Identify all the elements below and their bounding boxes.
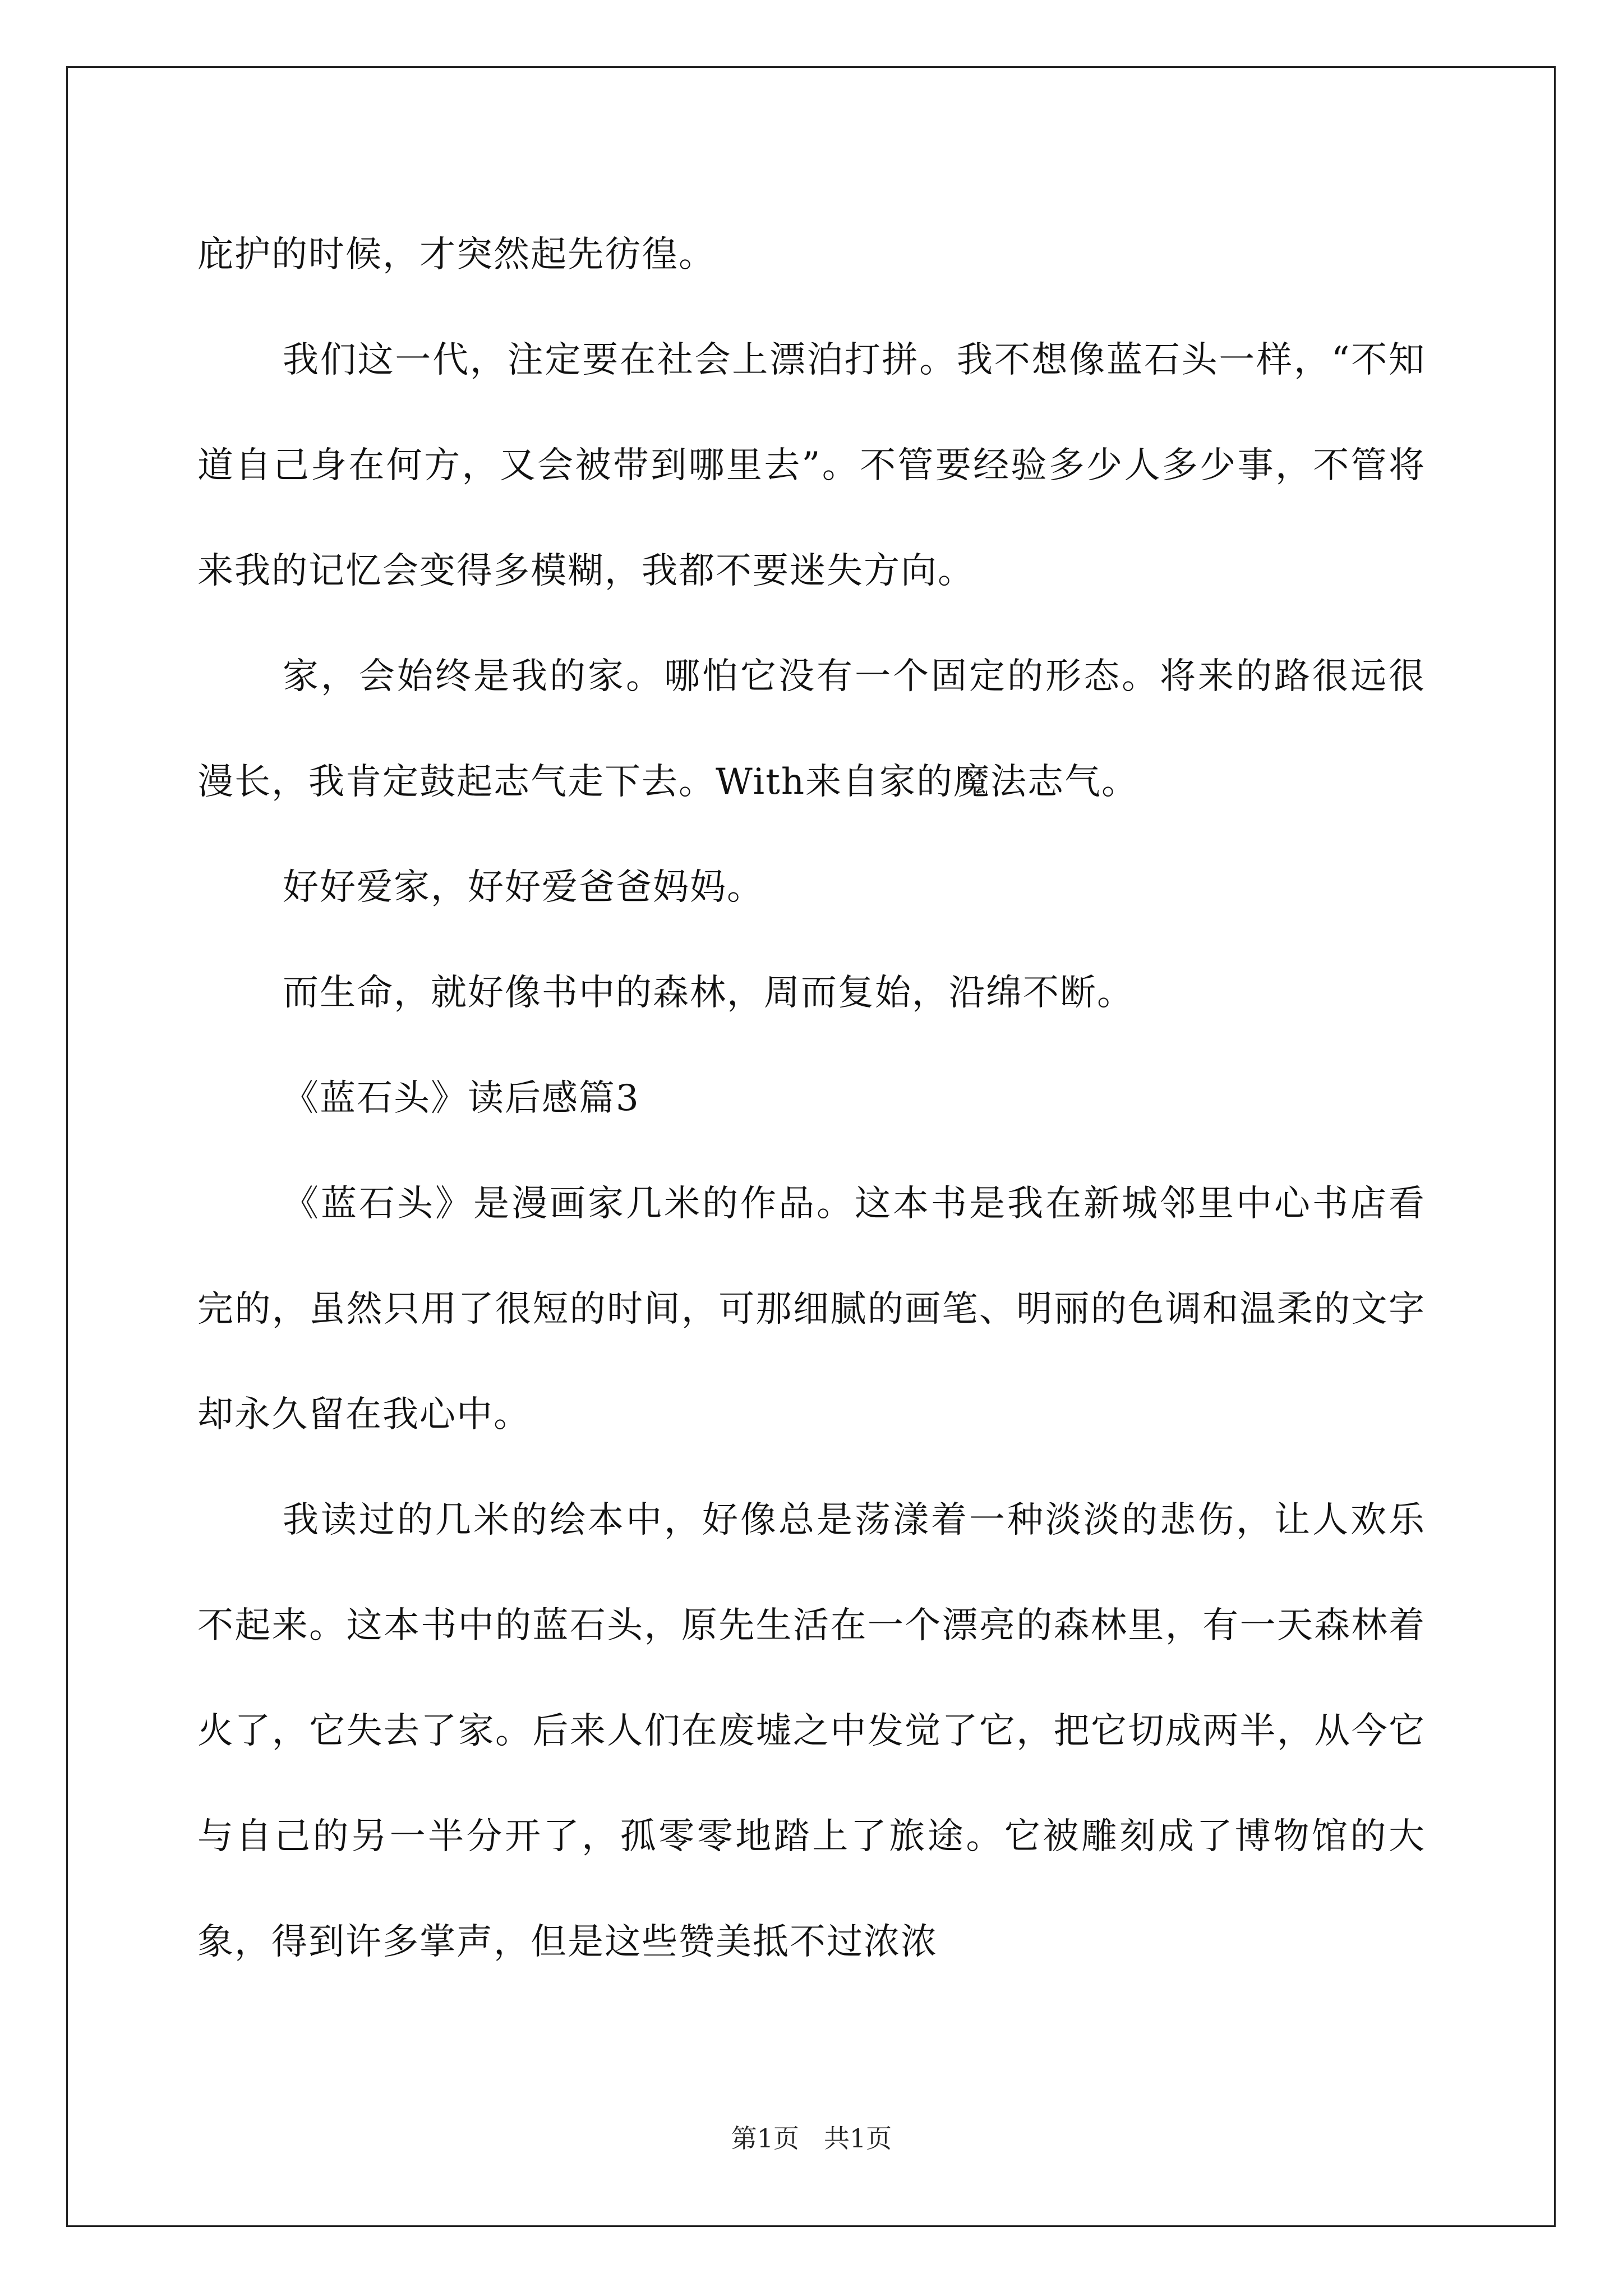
- paragraph: 好好爱家，好好爱爸爸妈妈。: [283, 867, 764, 908]
- section-heading: 《蓝石头》读后感篇3: [283, 1078, 640, 1119]
- paragraph: 我读过的几米的绘本中，好像总是荡漾着一种淡淡的悲伤，让人欢乐不起来。这本书中的蓝石头，原先生活在一个漂亮的森林里，有一天森林着火了，它失去了家。后来人们在废墟之中发觉了它，把它切成两半，从今它与自己的另一半分开了，孤零零地踏上了旅途。它被雕刻成了博物馆的大象，得到许多掌声，但是这些赞美抵不过浓浓: [197, 1499, 1426, 1963]
- document-body: [197, 202, 1426, 1995]
- total-pages: 共1页: [823, 2123, 892, 2154]
- paragraph: 家，会始终是我的家。哪怕它没有一个固定的形态。将来的路很远很漫长，我肯定鼓起志气走下去。With来自家的魔法志气。: [197, 656, 1426, 803]
- paragraph-continuation: 庇护的时候，才突然起先彷徨。: [197, 234, 716, 275]
- paragraph: 而生命，就好像书中的森林，周而复始，沿绵不断。: [283, 972, 1134, 1014]
- page-number: 第1页: [731, 2123, 800, 2154]
- paragraph: 我们这一代，注定要在社会上漂泊打拼。我不想像蓝石头一样，“不知道自己身在何方，又会被带到哪里去”。不管要经验多少人多少事，不管将来我的记忆会变得多模糊，我都不要迷失方向。: [197, 339, 1426, 592]
- paragraph: 《蓝石头》是漫画家几米的作品。这本书是我在新城邻里中心书店看完的，虽然只用了很短的时间，可那细腻的画笔、明丽的色调和温柔的文字却永久留在我心中。: [197, 1183, 1426, 1435]
- page-footer: [0, 2118, 1623, 2155]
